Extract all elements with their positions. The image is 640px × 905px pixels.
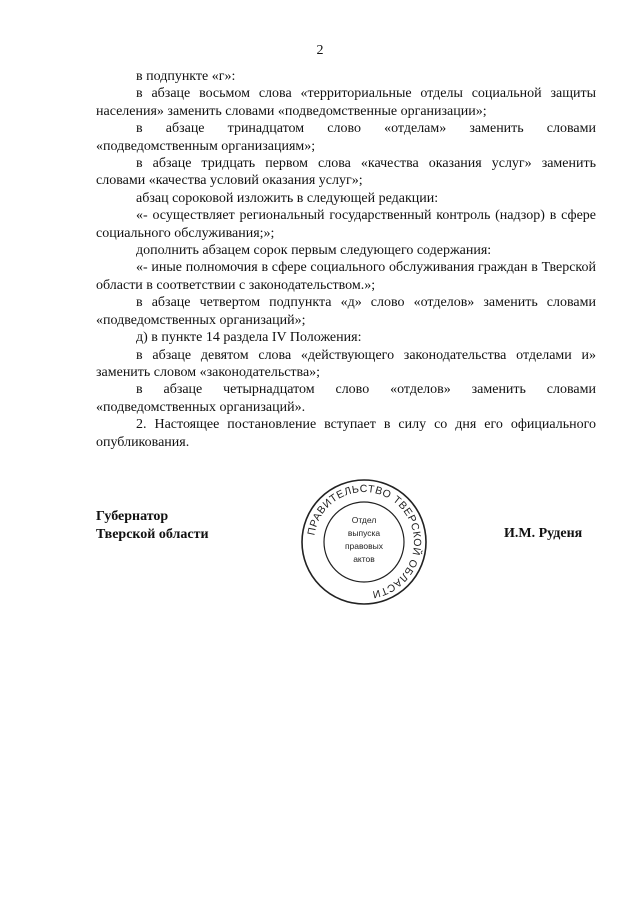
signatory-name: И.М. Руденя xyxy=(504,526,583,541)
signatory-title-line2: Тверской области xyxy=(96,527,209,542)
paragraph: в абзаце тридцать первом слова «качества оказания услуг» заменить словами «качества условий оказания услуг»; xyxy=(96,156,596,189)
paragraph: д) в пункте 14 раздела IV Положения: xyxy=(136,330,362,346)
signatory-title-line1: Губернатор xyxy=(96,509,169,524)
official-seal-stamp xyxy=(298,476,430,608)
paragraph: в абзаце четырнадцатом слово «отделов» заменить словами «подведомственных организаций». xyxy=(96,382,596,415)
paragraph: в абзаце четвертом подпункта «д» слово «отделов» заменить словами «подведомственных организаций»; xyxy=(96,295,596,328)
paragraph: в подпункте «г»: xyxy=(136,69,236,84)
document-body xyxy=(96,68,596,451)
signatory-title xyxy=(96,508,209,544)
seal-center-line-2: выпуска xyxy=(347,528,381,538)
seal-center-line-1: Отдел xyxy=(351,515,377,525)
paragraph: «- осуществляет региональный государственный контроль (надзор) в сфере социального обслуживания;»; xyxy=(96,208,596,241)
paragraph: дополнить абзацем сорок первым следующего содержания: xyxy=(136,243,492,259)
page-number: 2 xyxy=(316,43,324,58)
paragraph: в абзаце восьмом слова «территориальные отделы социальной защиты населения» заменить словами «подведомственные организации»; xyxy=(96,86,596,119)
paragraph: в абзаце тринадцатом слово «отделам» заменить словами «подведомственным организациям»; xyxy=(96,121,596,154)
seal-ring-textpath: ПРАВИТЕЛЬСТВО ТВЕРСКОЙ ОБЛАСТИ xyxy=(305,482,424,601)
paragraph: абзац сороковой изложить в следующей редакции: xyxy=(136,190,439,206)
seal-center-line-3: правовых xyxy=(344,541,384,551)
paragraph: в абзаце девятом слова «действующего законодательства отделами и» заменить словом «законодательства»; xyxy=(96,347,596,380)
paragraph: «- иные полномочия в сфере социального обслуживания граждан в Тверской области в соответствии с законодательством.»; xyxy=(96,260,596,293)
paragraph: 2. Настоящее постановление вступает в силу со дня его официального опубликования. xyxy=(96,417,596,450)
seal-center-line-4: актов xyxy=(353,554,375,564)
